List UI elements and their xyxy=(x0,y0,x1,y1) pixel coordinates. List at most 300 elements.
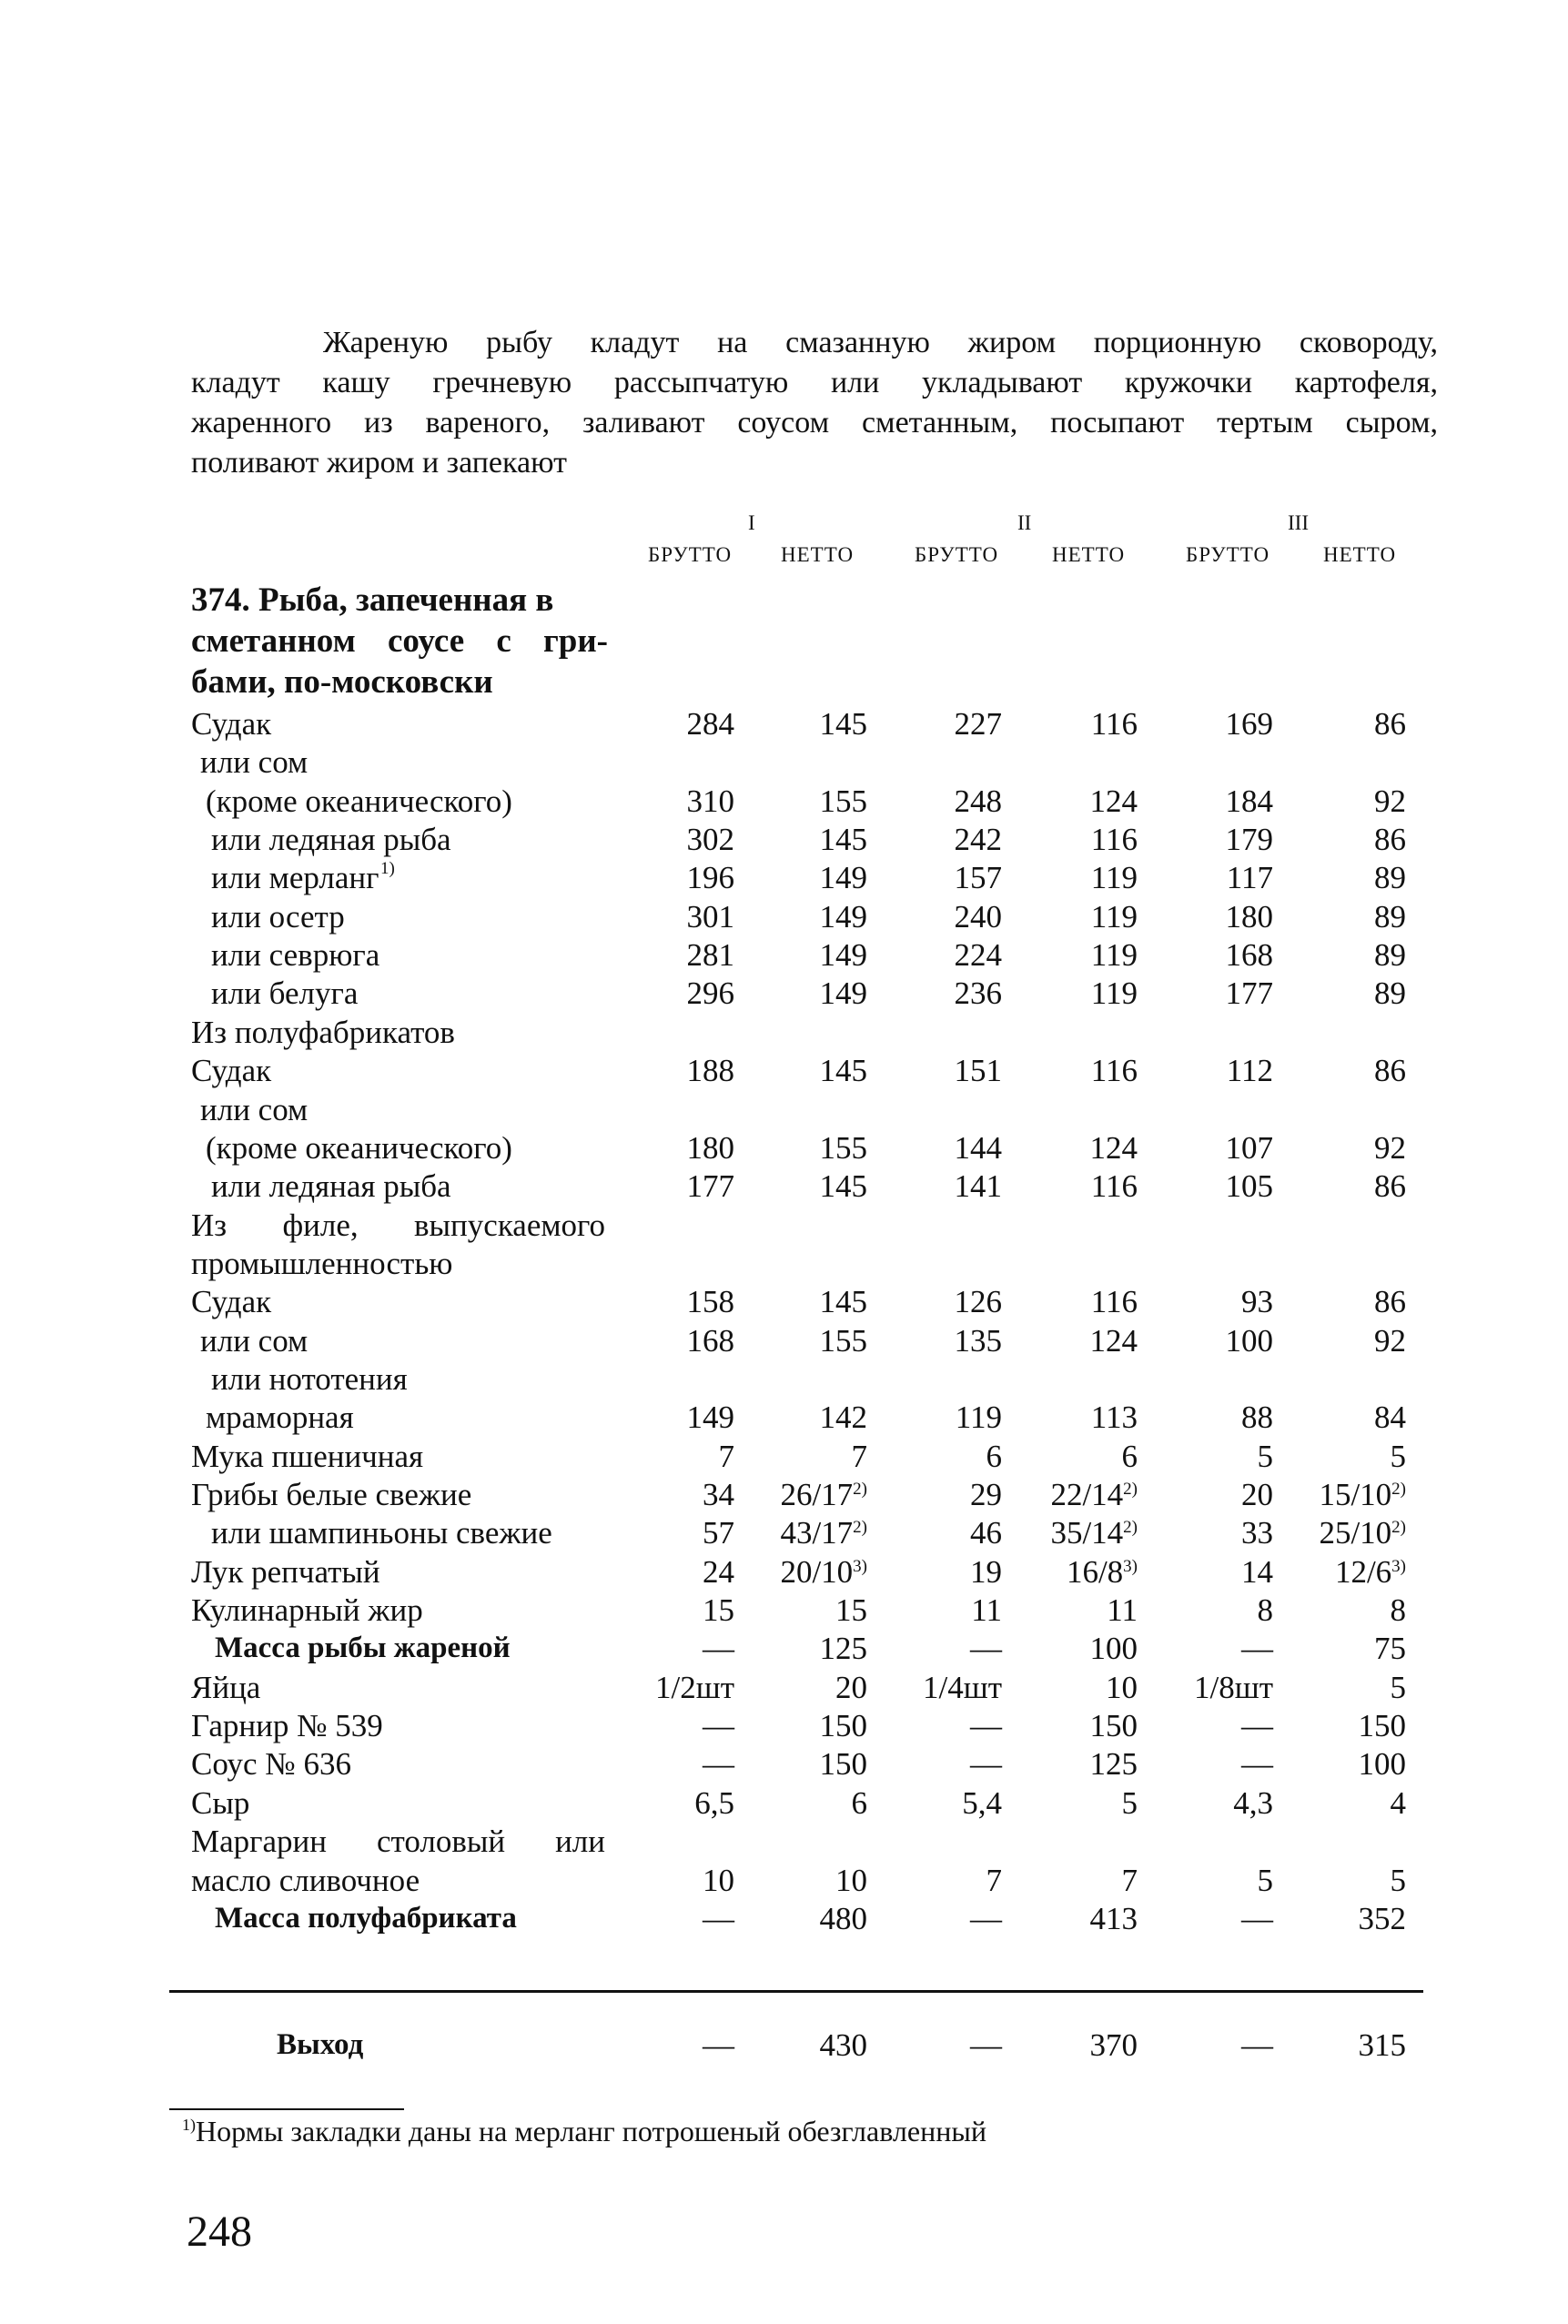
column-header-brutto-2: БРУТТО xyxy=(915,543,999,566)
cell-text: 6 xyxy=(851,1785,867,1821)
cell-value xyxy=(1226,1128,1274,1167)
cell-text: 89 xyxy=(1374,937,1406,973)
cell-value xyxy=(820,1282,868,1321)
cell-value xyxy=(970,1744,1002,1783)
cell-value xyxy=(955,974,1003,1013)
cell-value xyxy=(1374,974,1406,1013)
table-row xyxy=(0,743,1568,782)
cell-text: 92 xyxy=(1374,783,1406,819)
cell-text: — xyxy=(703,1708,734,1743)
cell-text: 15/10 xyxy=(1319,1477,1392,1512)
recipe-title xyxy=(191,580,619,702)
cell-text: 157 xyxy=(954,860,1002,895)
intro-line-4: поливают жиром и запекают xyxy=(191,446,567,480)
intro-paragraph xyxy=(191,323,1438,483)
ingredient-label: (кроме океанического) xyxy=(206,783,512,819)
cell-text: 25/10 xyxy=(1319,1515,1392,1551)
cell-value xyxy=(1241,1899,1273,1938)
cell-value xyxy=(820,782,868,821)
cell-value xyxy=(1241,1706,1273,1745)
cell-value xyxy=(971,1591,1002,1630)
cell-value xyxy=(956,1398,1002,1437)
cell-text: 302 xyxy=(686,822,734,857)
cell-text: 7 xyxy=(986,1863,1002,1898)
cell-value xyxy=(1391,1591,1407,1630)
cell-text: 168 xyxy=(686,1323,734,1359)
cell-value xyxy=(1122,1783,1138,1823)
cell-text: 43/17 xyxy=(780,1515,854,1551)
table-row xyxy=(0,1475,1568,1514)
cell-text: 4,3 xyxy=(1233,1785,1273,1821)
cell-value xyxy=(1227,858,1273,897)
cell-value xyxy=(1050,1475,1138,1514)
cell-value xyxy=(852,1437,868,1476)
cell-value xyxy=(1090,1128,1138,1167)
cell-text: 188 xyxy=(686,1053,734,1088)
cell-text: 284 xyxy=(686,706,734,742)
cell-value xyxy=(820,1629,868,1668)
cell-value xyxy=(687,1167,735,1206)
cell-value xyxy=(687,897,735,936)
cell-value xyxy=(1091,1051,1138,1090)
cell-text: — xyxy=(1241,1708,1273,1743)
cell-value xyxy=(687,704,735,743)
cell-text: 145 xyxy=(819,1284,867,1319)
cell-value xyxy=(1091,1167,1138,1206)
cell-text: 242 xyxy=(954,822,1002,857)
cell-value xyxy=(955,704,1003,743)
footnote xyxy=(182,2112,986,2150)
cell-text: 177 xyxy=(686,1168,734,1204)
cell-text: 168 xyxy=(1225,937,1273,973)
cell-value xyxy=(1241,1475,1273,1514)
cell-value xyxy=(1091,820,1138,859)
cell-value xyxy=(820,935,868,975)
cell-text: 125 xyxy=(1089,1746,1138,1782)
cell-value xyxy=(1090,1321,1138,1360)
cell-value xyxy=(955,1051,1003,1090)
cell-value xyxy=(1241,1744,1273,1783)
cell-value xyxy=(703,1475,734,1514)
cell-text: 100 xyxy=(1089,1631,1138,1666)
cell-value xyxy=(835,1668,867,1707)
cell-text: 119 xyxy=(955,1399,1002,1435)
cell-text: 5 xyxy=(1257,1863,1273,1898)
cell-value xyxy=(1091,935,1138,975)
cell-text: 117 xyxy=(1226,860,1273,895)
cell-text: 145 xyxy=(819,822,867,857)
ingredient-label: или севрюга xyxy=(211,937,380,973)
cell-value xyxy=(1090,1706,1138,1745)
cell-value xyxy=(1226,1321,1274,1360)
cell-text: 5 xyxy=(1390,1863,1406,1898)
ingredient-label: Гарнир № 539 xyxy=(191,1708,383,1743)
cell-value xyxy=(687,782,735,821)
cell-text: 119 xyxy=(1090,899,1138,935)
column-header-netto-3: НЕТТО xyxy=(1323,543,1397,566)
cell-text: 248 xyxy=(954,783,1002,819)
table-row xyxy=(0,1206,1568,1245)
cell-value xyxy=(1090,1629,1138,1668)
column-header-brutto-3: БРУТТО xyxy=(1186,543,1270,566)
cell-text: 149 xyxy=(819,975,867,1011)
cell-value xyxy=(687,820,735,859)
table-row xyxy=(0,782,1568,821)
cell-value xyxy=(1391,1668,1407,1707)
cell-text: 150 xyxy=(1089,1708,1138,1743)
group-header-2: II xyxy=(1017,511,1032,534)
ingredient-label: (кроме океанического) xyxy=(206,1130,512,1166)
cell-text: 34 xyxy=(703,1477,734,1512)
cell-value xyxy=(703,1706,734,1745)
table-row xyxy=(0,1822,1568,1861)
cell-footnote-mark: 3) xyxy=(1123,1557,1138,1576)
cell-text: 179 xyxy=(1225,822,1273,857)
cell-value xyxy=(1359,1706,1407,1745)
cell-value xyxy=(703,1899,734,1938)
cell-value xyxy=(1335,1552,1406,1591)
cell-text: 5 xyxy=(1121,1785,1138,1821)
cell-text: 75 xyxy=(1374,1631,1406,1666)
cell-value xyxy=(820,1128,868,1167)
cell-value xyxy=(820,1899,868,1938)
cell-value xyxy=(955,1167,1003,1206)
cell-text: 93 xyxy=(1241,1284,1273,1319)
cell-value xyxy=(687,1282,735,1321)
page-number: 248 xyxy=(187,2208,252,2256)
ingredient-label: Сыр xyxy=(191,1785,250,1821)
cell-value xyxy=(852,1783,868,1823)
cell-text: 119 xyxy=(1090,860,1138,895)
cell-text: 5 xyxy=(1390,1439,1406,1474)
cell-text: 100 xyxy=(1225,1323,1273,1359)
cell-value xyxy=(923,1668,1002,1707)
cell-text: — xyxy=(703,1901,734,1936)
output-value: — xyxy=(703,2027,734,2063)
cell-value xyxy=(1091,858,1138,897)
table-row xyxy=(0,1282,1568,1321)
cell-value xyxy=(820,1051,868,1090)
cell-footnote-mark: 2) xyxy=(1123,1518,1138,1537)
table-row xyxy=(0,1668,1568,1707)
ingredient-label: масло сливочное xyxy=(191,1863,420,1898)
cell-text: 149 xyxy=(819,937,867,973)
table-row xyxy=(0,1783,1568,1823)
cell-value xyxy=(1122,1437,1138,1476)
cell-value xyxy=(820,1706,868,1745)
cell-text: 26/17 xyxy=(780,1477,854,1512)
cell-value xyxy=(962,1783,1002,1823)
cell-value xyxy=(1374,1282,1406,1321)
cell-footnote-mark: 2) xyxy=(1123,1480,1138,1499)
cell-value xyxy=(1226,974,1274,1013)
group-header-1: I xyxy=(748,511,755,534)
cell-text: 86 xyxy=(1374,1284,1406,1319)
cell-value xyxy=(780,1552,867,1591)
cell-text: 145 xyxy=(819,706,867,742)
cell-text: 296 xyxy=(686,975,734,1011)
ingredient-label: Маргарин столовый или xyxy=(191,1824,605,1859)
table-row xyxy=(0,1899,1568,1938)
output-row xyxy=(0,2026,1568,2065)
cell-text: 10 xyxy=(703,1863,734,1898)
cell-text: 149 xyxy=(686,1399,734,1435)
cell-text: 92 xyxy=(1374,1323,1406,1359)
ingredient-label: или сом xyxy=(200,744,309,780)
column-header-netto-1: НЕТТО xyxy=(781,543,855,566)
cell-text: 5 xyxy=(1390,1670,1406,1705)
ingredient-label: или нототения xyxy=(211,1361,408,1397)
ingredient-label: или осетр xyxy=(211,899,345,935)
cell-text: 19 xyxy=(970,1554,1002,1590)
cell-text: 116 xyxy=(1090,706,1138,742)
cell-text: — xyxy=(1241,1901,1273,1936)
cell-text: 8 xyxy=(1257,1592,1273,1628)
cell-text: 100 xyxy=(1358,1746,1406,1782)
cell-value xyxy=(1258,1861,1274,1900)
cell-value xyxy=(1241,1513,1273,1552)
cell-value xyxy=(780,1513,867,1552)
cell-value xyxy=(1091,974,1138,1013)
cell-value xyxy=(820,820,868,859)
cell-value xyxy=(1391,1783,1407,1823)
footnote-mark: 1) xyxy=(182,2116,196,2134)
cell-footnote-mark: 2) xyxy=(853,1518,867,1537)
cell-text: 92 xyxy=(1374,1130,1406,1166)
ingredient-label: или сом xyxy=(200,1092,309,1127)
cell-value xyxy=(703,1513,734,1552)
cell-text: 301 xyxy=(686,899,734,935)
cell-value xyxy=(1258,1437,1274,1476)
cell-text: 22/14 xyxy=(1050,1477,1124,1512)
intro-line-1: Жареную рыбу кладут на смазанную жиром порционную сковороду, xyxy=(323,326,1438,359)
table-row xyxy=(0,1861,1568,1900)
cell-value xyxy=(687,1398,735,1437)
cell-text: 125 xyxy=(819,1631,867,1666)
cell-text: 145 xyxy=(819,1168,867,1204)
label-footnote-mark: 1) xyxy=(380,859,395,878)
ingredient-label: или ледяная рыба xyxy=(211,1168,451,1204)
intro-line-2: кладут кашу гречневую рассыпчатую или укладывают кружочки картофеля, xyxy=(191,366,1438,399)
table-row xyxy=(0,1437,1568,1476)
ingredient-label: Судак xyxy=(191,1284,272,1319)
cell-text: 1/4шт xyxy=(923,1670,1002,1705)
ingredient-label: Судак xyxy=(191,706,272,742)
ingredient-label: Яйца xyxy=(191,1670,261,1705)
cell-value xyxy=(820,1167,868,1206)
cell-value xyxy=(703,1552,734,1591)
cell-text: 7 xyxy=(1121,1863,1138,1898)
cell-value xyxy=(687,1051,735,1090)
cell-value xyxy=(955,935,1003,975)
cell-value xyxy=(820,704,868,743)
cell-text: — xyxy=(970,1746,1002,1782)
cell-value xyxy=(1241,1552,1273,1591)
cell-value xyxy=(1374,1128,1406,1167)
cell-value xyxy=(1122,1861,1138,1900)
cell-text: 149 xyxy=(819,860,867,895)
cell-text: — xyxy=(970,1631,1002,1666)
ingredient-label: Грибы белые свежие xyxy=(191,1477,472,1512)
cell-text: 84 xyxy=(1374,1399,1406,1435)
cell-text: 169 xyxy=(1225,706,1273,742)
cell-value xyxy=(1374,820,1406,859)
table-row xyxy=(0,704,1568,743)
output-label: Выход xyxy=(277,2028,364,2061)
cell-value xyxy=(1241,1282,1273,1321)
cell-value xyxy=(1091,1398,1138,1437)
cell-value xyxy=(1090,782,1138,821)
table-row xyxy=(0,1591,1568,1630)
cell-text: 155 xyxy=(819,1323,867,1359)
cell-value xyxy=(1258,1591,1274,1630)
cell-text: 5 xyxy=(1257,1439,1273,1474)
table-row xyxy=(0,1090,1568,1129)
cell-text: 10 xyxy=(1106,1670,1138,1705)
cell-text: 224 xyxy=(954,937,1002,973)
table-row xyxy=(0,1706,1568,1745)
cell-value xyxy=(1359,1899,1407,1938)
cell-value xyxy=(820,858,868,897)
ingredient-label: Лук репчатый xyxy=(191,1554,380,1590)
cell-text: 105 xyxy=(1225,1168,1273,1204)
cell-text: 29 xyxy=(970,1477,1002,1512)
cell-text: 413 xyxy=(1089,1901,1138,1936)
cell-text: — xyxy=(970,1901,1002,1936)
cell-value xyxy=(1233,1783,1273,1823)
cell-text: — xyxy=(1241,1631,1273,1666)
ingredient-label: или ледяная рыба xyxy=(211,822,451,857)
cell-text: 1/2шт xyxy=(655,1670,734,1705)
cell-text: 113 xyxy=(1090,1399,1138,1435)
cell-value xyxy=(1374,935,1406,975)
cell-value xyxy=(986,1437,1003,1476)
table-row xyxy=(0,1513,1568,1552)
table-row xyxy=(0,974,1568,1013)
ingredient-label: или мерланг xyxy=(211,860,379,895)
table-row xyxy=(0,1244,1568,1283)
cell-text: 6 xyxy=(986,1439,1002,1474)
ingredient-label: или белуга xyxy=(211,975,359,1011)
cell-value xyxy=(1107,1591,1138,1630)
cell-text: 7 xyxy=(851,1439,867,1474)
output-value: 370 xyxy=(1089,2027,1138,2063)
cell-value xyxy=(1050,1513,1138,1552)
output-value: 315 xyxy=(1358,2027,1406,2063)
cell-text: 141 xyxy=(954,1168,1002,1204)
cell-text: 16/8 xyxy=(1066,1554,1124,1590)
ingredient-label: Из полуфабрикатов xyxy=(191,1015,455,1050)
cell-value xyxy=(1226,1167,1274,1206)
cell-text: 86 xyxy=(1374,706,1406,742)
cell-value xyxy=(1226,704,1274,743)
cell-text: 88 xyxy=(1241,1399,1273,1435)
cell-value xyxy=(1374,1629,1406,1668)
table-row xyxy=(0,1398,1568,1437)
cell-value xyxy=(687,1321,735,1360)
ingredient-label: Масса полуфабриката xyxy=(215,1902,517,1935)
cell-text: 116 xyxy=(1090,822,1138,857)
cell-text: 89 xyxy=(1374,975,1406,1011)
cell-text: 112 xyxy=(1226,1053,1273,1088)
ingredient-label: Мука пшеничная xyxy=(191,1439,424,1474)
cell-text: 89 xyxy=(1374,899,1406,935)
cell-text: 15 xyxy=(703,1592,734,1628)
ingredient-label: Судак xyxy=(191,1053,272,1088)
cell-text: 86 xyxy=(1374,822,1406,857)
cell-footnote-mark: 3) xyxy=(853,1557,867,1576)
cell-value xyxy=(1391,1437,1407,1476)
cell-value xyxy=(970,1629,1002,1668)
cell-text: 124 xyxy=(1089,783,1138,819)
cell-text: 150 xyxy=(819,1746,867,1782)
table-row xyxy=(0,1552,1568,1591)
cell-text: 124 xyxy=(1089,1130,1138,1166)
cell-text: 86 xyxy=(1374,1168,1406,1204)
cell-text: 480 xyxy=(819,1901,867,1936)
cell-text: — xyxy=(970,1708,1002,1743)
cell-text: 107 xyxy=(1225,1130,1273,1166)
table-row xyxy=(0,1629,1568,1668)
cell-value xyxy=(820,1744,868,1783)
cell-value xyxy=(1091,1282,1138,1321)
output-value: — xyxy=(970,2027,1002,2063)
cell-value xyxy=(820,897,868,936)
cell-value xyxy=(1194,1668,1273,1707)
recipe-title-line-1: 374. Рыба, запеченная в xyxy=(191,581,554,619)
table-row xyxy=(0,1359,1568,1399)
cell-text: 116 xyxy=(1090,1168,1138,1204)
cell-text: 135 xyxy=(954,1323,1002,1359)
footnote-text: Нормы закладки даны на мерланг потрошеный обезглавленный xyxy=(196,2115,986,2147)
cell-text: 126 xyxy=(954,1284,1002,1319)
cell-value xyxy=(687,935,735,975)
cell-value xyxy=(687,974,735,1013)
cell-text: 144 xyxy=(954,1130,1002,1166)
table-row xyxy=(0,1167,1568,1206)
cell-text: 116 xyxy=(1090,1053,1138,1088)
cell-text: — xyxy=(703,1746,734,1782)
cell-text: 5,4 xyxy=(962,1785,1002,1821)
cell-value xyxy=(835,1591,867,1630)
cell-text: 158 xyxy=(686,1284,734,1319)
group-header-3: III xyxy=(1288,511,1309,534)
ingredient-label: или шампиньоны свежие xyxy=(211,1515,552,1551)
cell-value xyxy=(780,1475,867,1514)
cell-text: 86 xyxy=(1374,1053,1406,1088)
table-row xyxy=(0,1013,1568,1052)
cell-text: 155 xyxy=(819,783,867,819)
cell-value xyxy=(1319,1513,1406,1552)
cell-value xyxy=(1091,897,1138,936)
table-row xyxy=(0,897,1568,936)
cell-value xyxy=(1067,1552,1138,1591)
cell-value xyxy=(1374,1051,1406,1090)
cell-text: 196 xyxy=(686,860,734,895)
cell-value xyxy=(1374,704,1406,743)
cell-text: 57 xyxy=(703,1515,734,1551)
cell-value xyxy=(820,1398,868,1437)
cell-text: 180 xyxy=(1225,899,1273,935)
cell-text: 11 xyxy=(1107,1592,1138,1628)
cell-text: 11 xyxy=(971,1592,1002,1628)
cell-text: 184 xyxy=(1225,783,1273,819)
cell-text: 20 xyxy=(835,1670,867,1705)
cell-text: 8 xyxy=(1390,1592,1406,1628)
cell-text: — xyxy=(703,1631,734,1666)
cell-text: 150 xyxy=(819,1708,867,1743)
ingredient-label: мраморная xyxy=(206,1399,354,1435)
